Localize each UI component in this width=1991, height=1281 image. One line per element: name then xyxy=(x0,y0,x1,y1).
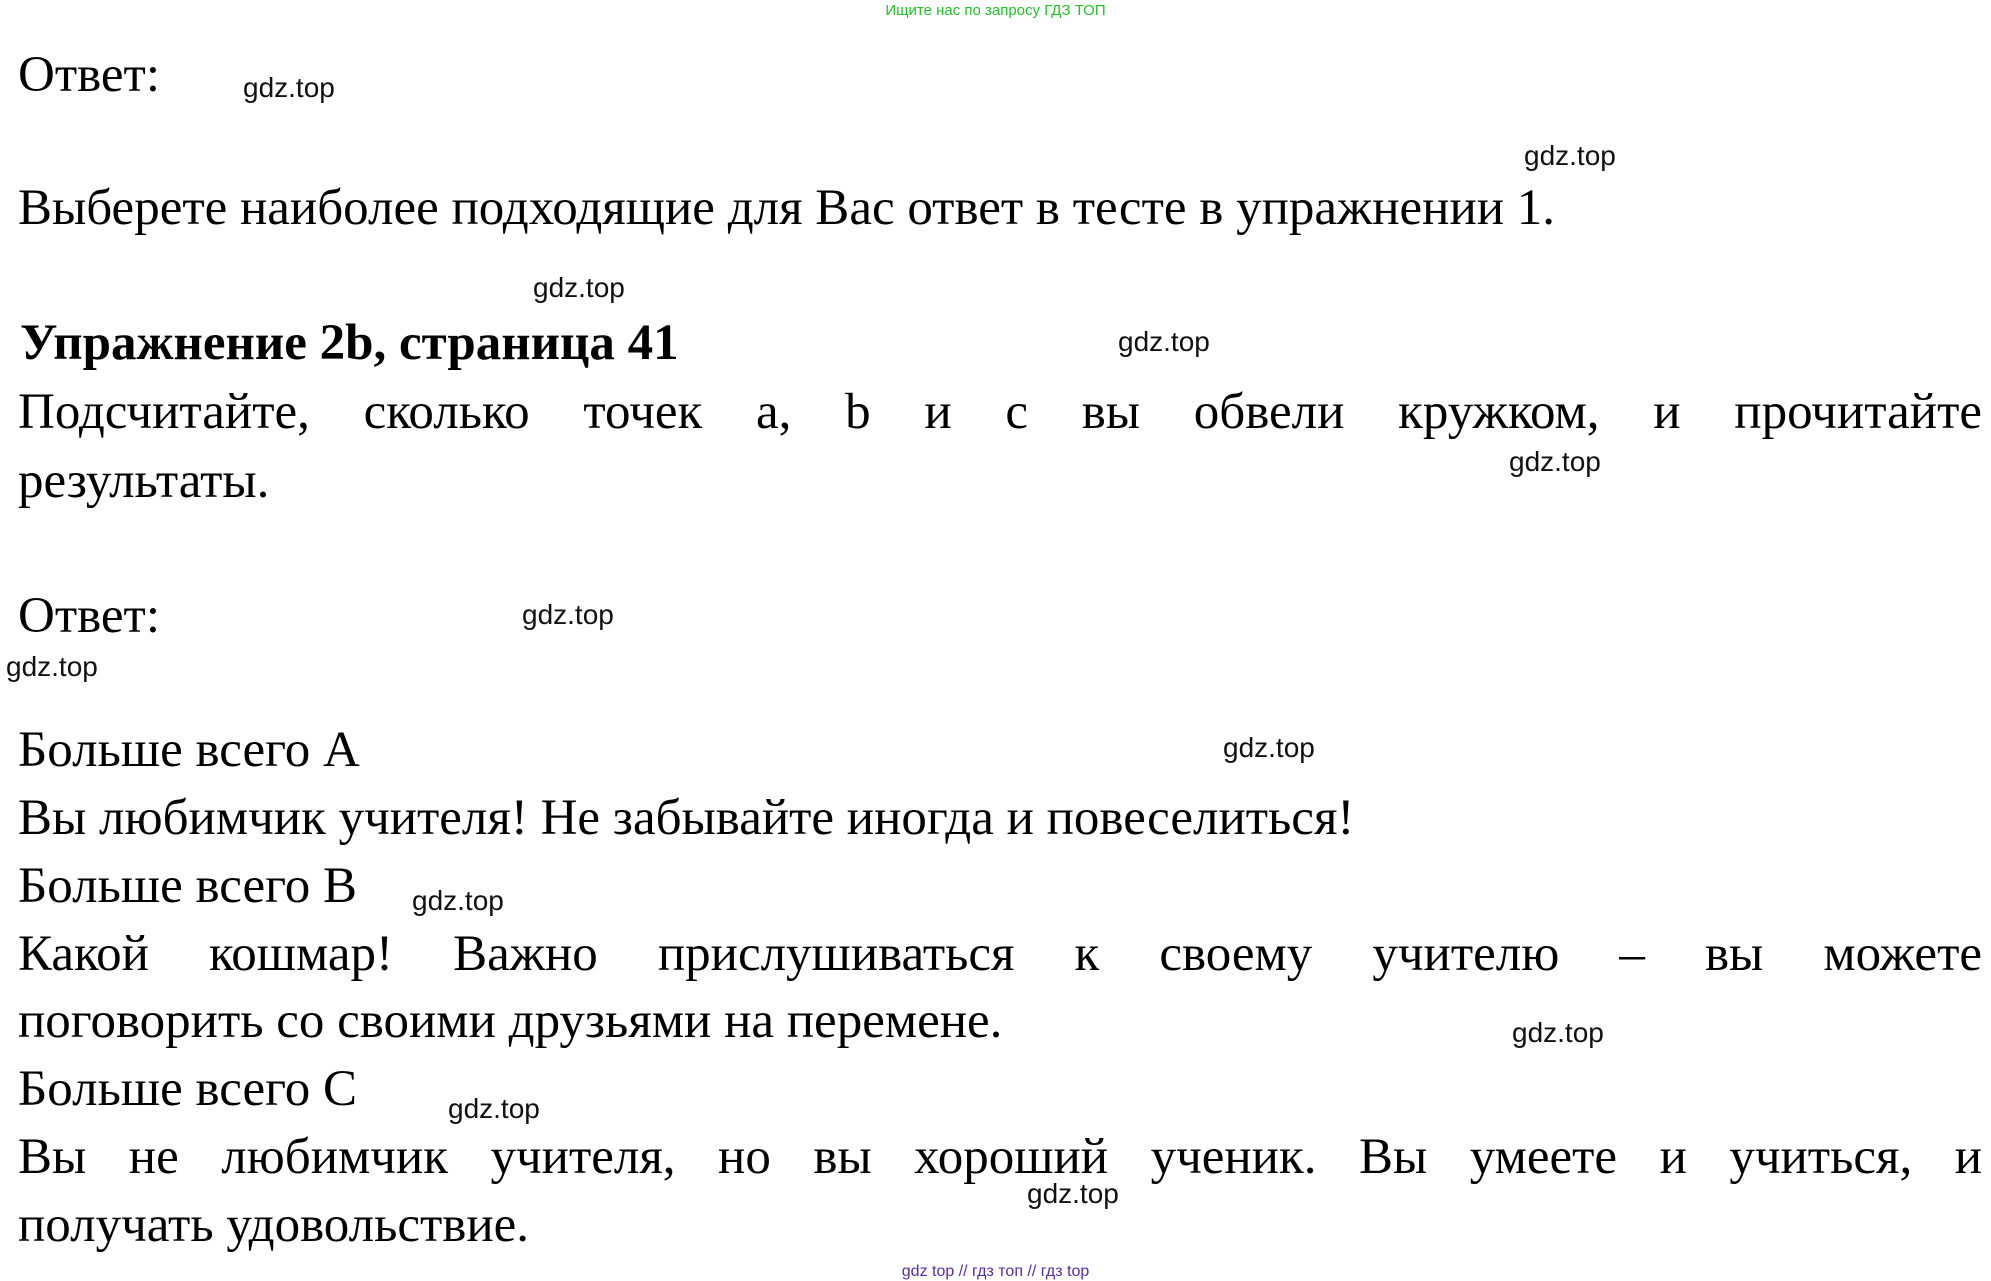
watermark: gdz.top xyxy=(6,651,98,682)
result-b-line-2: поговорить со своими друзьями на перемене. xyxy=(18,993,1003,1049)
watermark: gdz.top xyxy=(1223,732,1315,763)
result-a-title: Больше всего A xyxy=(18,722,360,778)
result-c-line-2: получать удовольствие. xyxy=(18,1197,530,1253)
answer-label-1: Ответ: xyxy=(18,47,160,103)
watermark: gdz.top xyxy=(1027,1178,1119,1209)
result-b-title: Больше всего B xyxy=(18,858,358,914)
result-a-text: Вы любимчик учителя! Не забывайте иногда и повеселиться! xyxy=(18,790,1355,846)
result-c-line-1: Вы не любимчик учителя, но вы хороший ученик. Вы умеете и учиться, и xyxy=(18,1129,1982,1185)
watermark: gdz.top xyxy=(243,72,335,103)
watermark: gdz.top xyxy=(412,885,504,916)
watermark: gdz.top xyxy=(522,599,614,630)
task-line-2: результаты. xyxy=(18,453,270,509)
task-line-1: Подсчитайте, сколько точек a, b и c вы обвели кружком, и прочитайте xyxy=(18,384,1982,440)
watermark: gdz.top xyxy=(448,1093,540,1124)
result-b-line-1: Какой кошмар! Важно прислушиваться к своему учителю – вы можете xyxy=(18,926,1982,982)
watermark: gdz.top xyxy=(533,272,625,303)
exercise-heading: Упражнение 2b, страница 41 xyxy=(20,315,679,371)
watermark: gdz.top xyxy=(1509,446,1601,477)
watermark: gdz.top xyxy=(1524,140,1616,171)
answer-label-2: Ответ: xyxy=(18,588,160,644)
footer-watermark: gdz top // гдз топ // гдз top xyxy=(901,1263,1090,1280)
watermark: gdz.top xyxy=(1118,326,1210,357)
watermark: gdz.top xyxy=(1512,1017,1604,1048)
top-banner: Ищите нас по запросу ГДЗ ТОП xyxy=(885,2,1106,19)
instruction-text: Выберете наиболее подходящие для Вас ответ в тесте в упражнении 1. xyxy=(18,180,1556,236)
result-c-title: Больше всего C xyxy=(18,1061,358,1117)
